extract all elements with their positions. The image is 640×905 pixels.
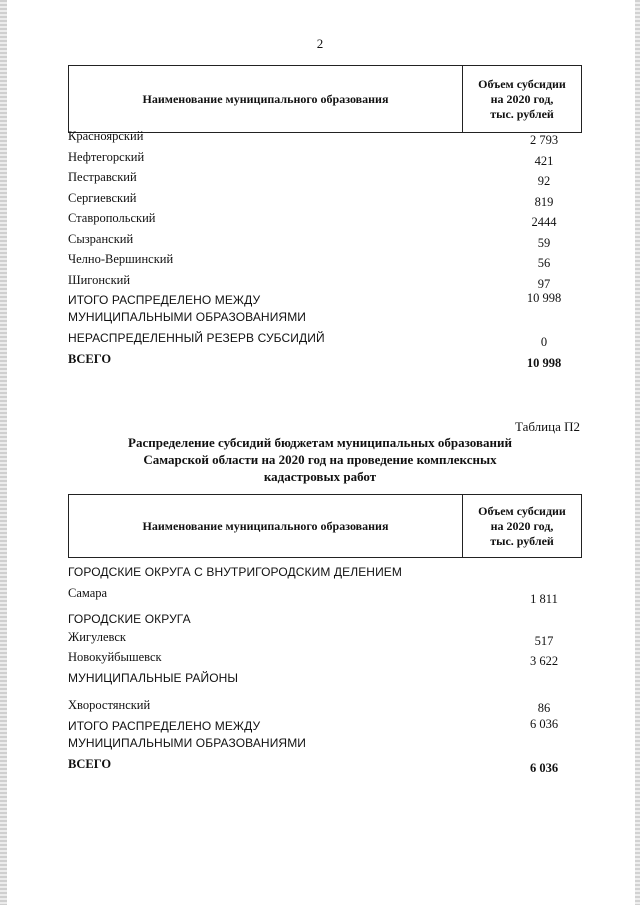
total-distributed-row bbox=[68, 291, 568, 329]
row-value: 421 bbox=[534, 153, 554, 168]
row-value: 92 bbox=[537, 174, 551, 188]
scan-edge-left bbox=[0, 0, 7, 905]
table2-label: Таблица П2 bbox=[515, 419, 580, 434]
scan-edge-right bbox=[635, 0, 640, 905]
row-name: ИТОГО РАСПРЕДЕЛЕНО МЕЖДУ МУНИЦИПАЛЬНЫМИ ОБРАЗОВАНИЯМИ bbox=[68, 719, 307, 750]
table-row bbox=[68, 189, 568, 210]
row-value: 97 bbox=[537, 276, 551, 291]
row-name: ВСЕГО bbox=[68, 351, 112, 366]
table-row bbox=[68, 689, 568, 717]
table1-name-column-header: Наименование муниципального образования bbox=[69, 66, 463, 132]
row-name: Пестравский bbox=[68, 170, 137, 184]
table1-header bbox=[68, 65, 582, 133]
table-row bbox=[68, 209, 568, 230]
row-value: 2444 bbox=[531, 215, 557, 229]
table2-header bbox=[68, 494, 582, 558]
table2-name-column-header: Наименование муниципального образования bbox=[69, 495, 463, 557]
row-name: ВСЕГО bbox=[68, 757, 112, 771]
row-name: Нефтегорский bbox=[68, 149, 145, 164]
table-row bbox=[68, 271, 568, 292]
row-name: Сызранский bbox=[68, 231, 134, 246]
row-name: ГОРОДСКИЕ ОКРУГА bbox=[68, 611, 191, 626]
table1-value-column-header: Объем субсидии на 2020 год, тыс. рублей bbox=[478, 76, 566, 121]
table-row bbox=[68, 648, 568, 669]
row-name: Шигонский bbox=[68, 272, 131, 287]
row-name: Самара bbox=[68, 585, 108, 600]
row-name: Жигулевск bbox=[68, 629, 126, 644]
group-heading bbox=[68, 669, 568, 690]
reserve-row bbox=[68, 329, 568, 350]
row-value: 2 793 bbox=[529, 133, 559, 147]
table-row bbox=[68, 127, 568, 148]
row-name: ГОРОДСКИЕ ОКРУГА С ВНУТРИГОРОДСКИМ ДЕЛЕНИЕМ bbox=[68, 565, 402, 579]
table2-value-column-header: Объем субсидии на 2020 год, тыс. рублей bbox=[478, 503, 566, 548]
row-name: Ставропольский bbox=[68, 211, 156, 225]
row-value: 6 036 bbox=[529, 717, 559, 731]
row-value: 86 bbox=[537, 701, 551, 715]
grand-total-row bbox=[68, 755, 568, 776]
total-distributed-row bbox=[68, 717, 568, 755]
row-name: Сергиевский bbox=[68, 190, 137, 205]
row-value: 6 036 bbox=[529, 761, 559, 775]
table-row bbox=[68, 584, 568, 610]
table-row bbox=[68, 230, 568, 251]
table1-body bbox=[68, 127, 568, 370]
row-value: 10 998 bbox=[526, 291, 562, 305]
table2-title: Распределение субсидий бюджетам муниципальных образований Самарской области на 2020 год на проведение комплексных кадастровых работ bbox=[128, 435, 512, 484]
row-name: МУНИЦИПАЛЬНЫЕ РАЙОНЫ bbox=[68, 670, 239, 685]
table-row bbox=[68, 628, 568, 649]
row-value: 819 bbox=[534, 194, 554, 209]
row-name: Красноярский bbox=[68, 129, 144, 143]
table2-body bbox=[68, 563, 568, 776]
row-name: ИТОГО РАСПРЕДЕЛЕНО МЕЖДУ МУНИЦИПАЛЬНЫМИ ОБРАЗОВАНИЯМИ bbox=[68, 293, 307, 324]
group-heading bbox=[68, 563, 568, 584]
table-row bbox=[68, 250, 568, 271]
row-name: Новокуйбышевск bbox=[68, 650, 162, 664]
row-value: 10 998 bbox=[526, 355, 562, 370]
row-name: Хворостянский bbox=[68, 698, 151, 712]
table-row bbox=[68, 168, 568, 189]
row-name: Челно-Вершинский bbox=[68, 252, 174, 266]
row-value: 59 bbox=[537, 235, 551, 250]
row-value: 517 bbox=[534, 633, 554, 648]
page-number: 2 bbox=[316, 36, 324, 51]
row-value: 3 622 bbox=[529, 654, 559, 668]
row-value: 0 bbox=[540, 335, 548, 349]
row-name: НЕРАСПРЕДЕЛЕННЫЙ РЕЗЕРВ СУБСИДИЙ bbox=[68, 331, 325, 345]
row-value: 1 811 bbox=[530, 591, 558, 606]
table-row bbox=[68, 148, 568, 169]
row-value: 56 bbox=[537, 256, 551, 270]
group-heading bbox=[68, 610, 568, 628]
grand-total-row bbox=[68, 350, 568, 371]
